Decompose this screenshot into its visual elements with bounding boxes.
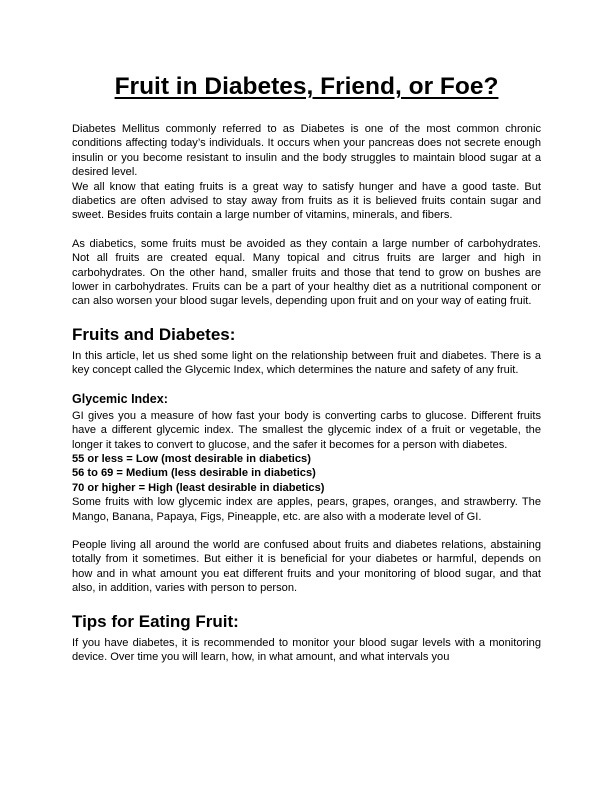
intro-paragraph-3: As diabetics, some fruits must be avoided as they contain a large number of carbohydrates. Not all fruits are created equal. Many topical and citrus fruits are larger and high in carbohydrates. On the other hand, smaller fruits and those that tend to grow on bushes are lower in carbohydrates. Fruits can be a part of your healthy diet as a nutritional component or can also worsen your blood sugar levels, depending upon fruit and on your way of eating fruit. [72,237,541,308]
gi-level-medium: 56 to 69 = Medium (less desirable in diabetics) [72,467,316,480]
gi-level-high: 70 or higher = High (least desirable in diabetics) [72,481,325,494]
tips-text: If you have diabetes, it is recommended to monitor your blood sugar levels with a monitoring device. Over time you will learn, how, in what amount, and what intervals you [72,636,541,663]
glycemic-examples-text: Some fruits with low glycemic index are apples, pears, grapes, oranges, and strawberry. The Mango, Banana, Papaya, Figs, Pineapple, etc. are also with a moderate level of GI. [72,496,541,523]
intro-paragraph-1: Diabetes Mellitus commonly referred to as Diabetes is one of the most common chronic conditions affecting today’s individuals. It occurs when your pancreas does not secrete enough insulin or you become resistant to insulin and the body struggles to maintain blood sugar at a desired level. [72,123,541,179]
glycemic-index-text: GI gives you a measure of how fast your body is converting carbs to glucose. Different fruits have a different glycemic index. The smallest the glycemic index of a fruit or vegetable, the longer it takes to convert to glucose, and the safer it becomes for a person with diabetes. [72,409,541,451]
section-heading-fruits-diabetes: Fruits and Diabetes: [72,324,236,344]
confusion-paragraph: People living all around the world are confused about fruits and diabetes relations, abstaining totally from it sometimes. But either it is beneficial for your diabetes or harmful, depends on how and in what amount you eat different fruits and your monitoring of blood sugar, and that also, in addition, varies with person to person. [72,538,541,595]
section-heading-tips: Tips for Eating Fruit: [72,611,239,631]
intro-paragraph-2: We all know that eating fruits is a great way to satisfy hunger and have a good taste. But diabetics are often advised to stay away from fruits as it is believed fruits contain sugar and sweet. Besides fruits contain a large number of vitamins, minerals, and fibers. [72,180,541,222]
paragraph-gap [72,524,541,538]
section-fruits-diabetes-text: In this article, let us shed some light on the relationship between fruit and diabetes. There is a key concept called the Glycemic Index, which determines the nature and safety of any fruit. [72,349,541,377]
document-title: Fruit in Diabetes, Friend, or Foe? [114,73,499,100]
gi-level-low: 55 or less = Low (most desirable in diabetics) [72,452,311,465]
subheading-glycemic-index: Glycemic Index: [72,391,168,406]
paragraph-gap [72,223,541,237]
